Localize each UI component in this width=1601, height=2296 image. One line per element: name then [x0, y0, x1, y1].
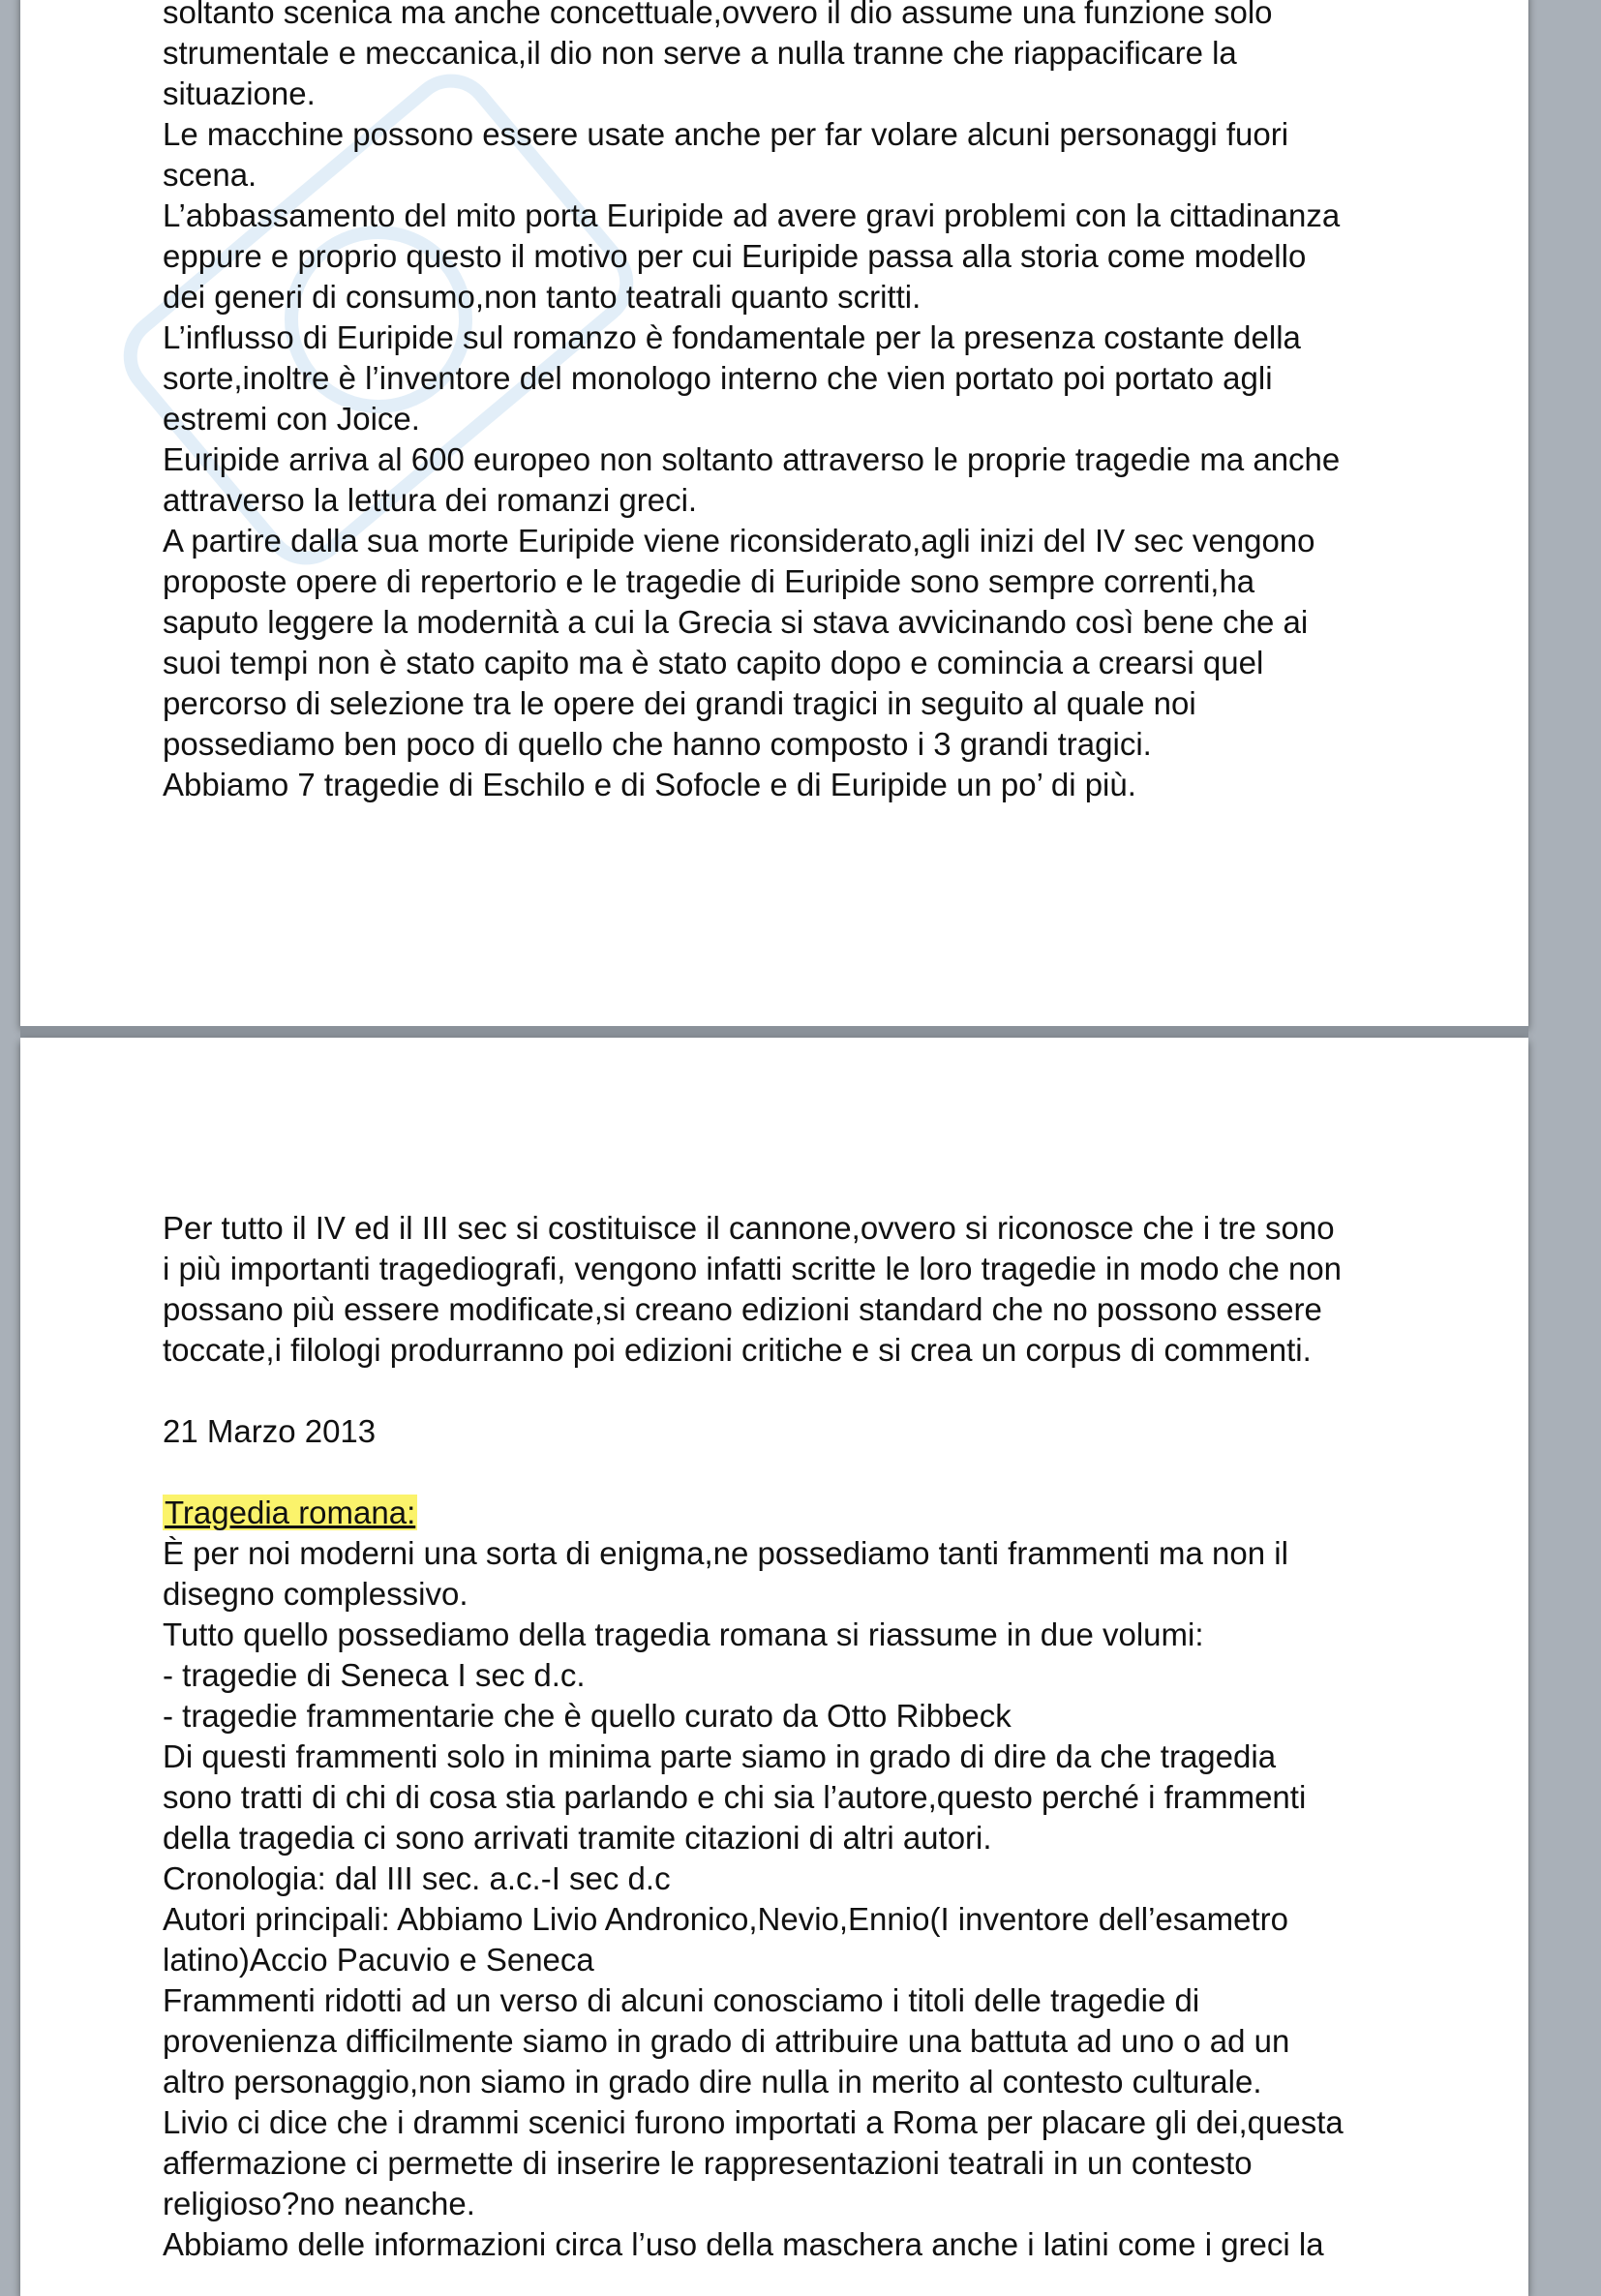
- text-line: religioso?no neanche.: [163, 2186, 475, 2221]
- text-line: attraverso la lettura dei romanzi greci.: [163, 482, 698, 518]
- text-line: A partire dalla sua morte Euripide viene riconsiderato,agli inizi del IV sec vengono: [163, 523, 1315, 559]
- text-line: dei generi di consumo,non tanto teatrali quanto scritti.: [163, 279, 921, 315]
- text-line: È per noi moderni una sorta di enigma,ne possediamo tanti frammenti ma non il: [163, 1535, 1288, 1571]
- section-heading: [163, 1493, 417, 1533]
- text-line: possediamo ben poco di quello che hanno composto i 3 grandi tragici.: [163, 726, 1152, 762]
- text-line: strumentale e meccanica,il dio non serve a nulla tranne che riappacificare la: [163, 35, 1237, 71]
- document-page-2: [20, 1038, 1528, 2296]
- text-line: Frammenti ridotti ad un verso di alcuni conosciamo i titoli delle tragedie di: [163, 1982, 1200, 2018]
- text-line: - tragedie di Seneca I sec d.c.: [163, 1657, 586, 1693]
- text-line: possano più essere modificate,si creano edizioni standard che no possono essere: [163, 1291, 1322, 1327]
- date-text: 21 Marzo 2013: [163, 1413, 377, 1449]
- page-1-text: [163, 0, 1340, 805]
- text-line: suoi tempi non è stato capito ma è stato capito dopo e comincia a crearsi quel: [163, 645, 1264, 680]
- text-line: proposte opere di repertorio e le tragedie di Euripide sono sempre correnti,ha: [163, 563, 1255, 599]
- text-line: Livio ci dice che i drammi scenici furono importati a Roma per placare gli dei,questa: [163, 2104, 1344, 2140]
- text-line: latino)Accio Pacuvio e Seneca: [163, 1942, 594, 1978]
- text-line: affermazione ci permette di inserire le rappresentazioni teatrali in un contesto: [163, 2145, 1253, 2181]
- page-separator: [20, 1026, 1528, 1038]
- text-line: altro personaggio,non siamo in grado dire nulla in merito al contesto culturale.: [163, 2064, 1262, 2100]
- page-2-intro-paragraph: [163, 1208, 1342, 1371]
- text-line: Cronologia: dal III sec. a.c.-I sec d.c: [163, 1860, 671, 1896]
- date-line: [163, 1411, 376, 1452]
- text-line: Euripide arriva al 600 europeo non soltanto attraverso le proprie tragedie ma anche: [163, 441, 1341, 477]
- text-line: disegno complessivo.: [163, 1576, 468, 1612]
- text-line: sorte,inoltre è l’inventore del monologo interno che vien portato poi portato agli: [163, 360, 1273, 396]
- text-line: i più importanti tragediografi, vengono infatti scritte le loro tragedie in modo che non: [163, 1251, 1343, 1286]
- section-heading-text: Tragedia romana:: [165, 1495, 416, 1530]
- text-line: toccate,i filologi produrranno poi edizioni critiche e si crea un corpus di commenti.: [163, 1332, 1312, 1368]
- text-line: L’abbassamento del mito porta Euripide ad avere gravi problemi con la cittadinanza: [163, 197, 1341, 233]
- text-line: - tragedie frammentarie che è quello curato da Otto Ribbeck: [163, 1698, 1012, 1734]
- text-line: Le macchine possono essere usate anche per far volare alcuni personaggi fuori: [163, 116, 1289, 152]
- page-2-body: [163, 1533, 1344, 2265]
- text-line: provenienza difficilmente siamo in grado di attribuire una battuta ad uno o ad un: [163, 2023, 1290, 2059]
- text-line: Abbiamo delle informazioni circa l’uso della maschera anche i latini come i greci la: [163, 2226, 1324, 2262]
- text-line: Per tutto il IV ed il III sec si costituisce il cannone,ovvero si riconosce che i tre sono: [163, 1210, 1335, 1246]
- text-line: eppure e proprio questo il motivo per cui Euripide passa alla storia come modello: [163, 238, 1307, 274]
- text-line: sono tratti di chi di cosa stia parlando e chi sia l’autore,questo perché i frammenti: [163, 1779, 1307, 1815]
- text-line: estremi con Joice.: [163, 401, 420, 437]
- text-line: Abbiamo 7 tragedie di Eschilo e di Sofocle e di Euripide un po’ di più.: [163, 767, 1136, 802]
- text-line: saputo leggere la modernità a cui la Grecia si stava avvicinando così bene che ai: [163, 604, 1309, 640]
- text-line: percorso di selezione tra le opere dei grandi tragici in seguito al quale noi: [163, 685, 1196, 721]
- text-line: della tragedia ci sono arrivati tramite citazioni di altri autori.: [163, 1820, 992, 1856]
- text-line: Di questi frammenti solo in minima parte siamo in grado di dire da che tragedia: [163, 1738, 1277, 1774]
- text-line: L’influsso di Euripide sul romanzo è fondamentale per la presenza costante della: [163, 319, 1301, 355]
- text-line: scena.: [163, 157, 257, 193]
- text-line: situazione.: [163, 76, 316, 111]
- text-line: soltanto scenica ma anche concettuale,ovvero il dio assume una funzione solo: [163, 0, 1273, 30]
- document-page-1: [20, 0, 1528, 1026]
- text-line: Tutto quello possediamo della tragedia romana si riassume in due volumi:: [163, 1616, 1204, 1652]
- text-line: Autori principali: Abbiamo Livio Andronico,Nevio,Ennio(I inventore dell’esametro: [163, 1901, 1288, 1937]
